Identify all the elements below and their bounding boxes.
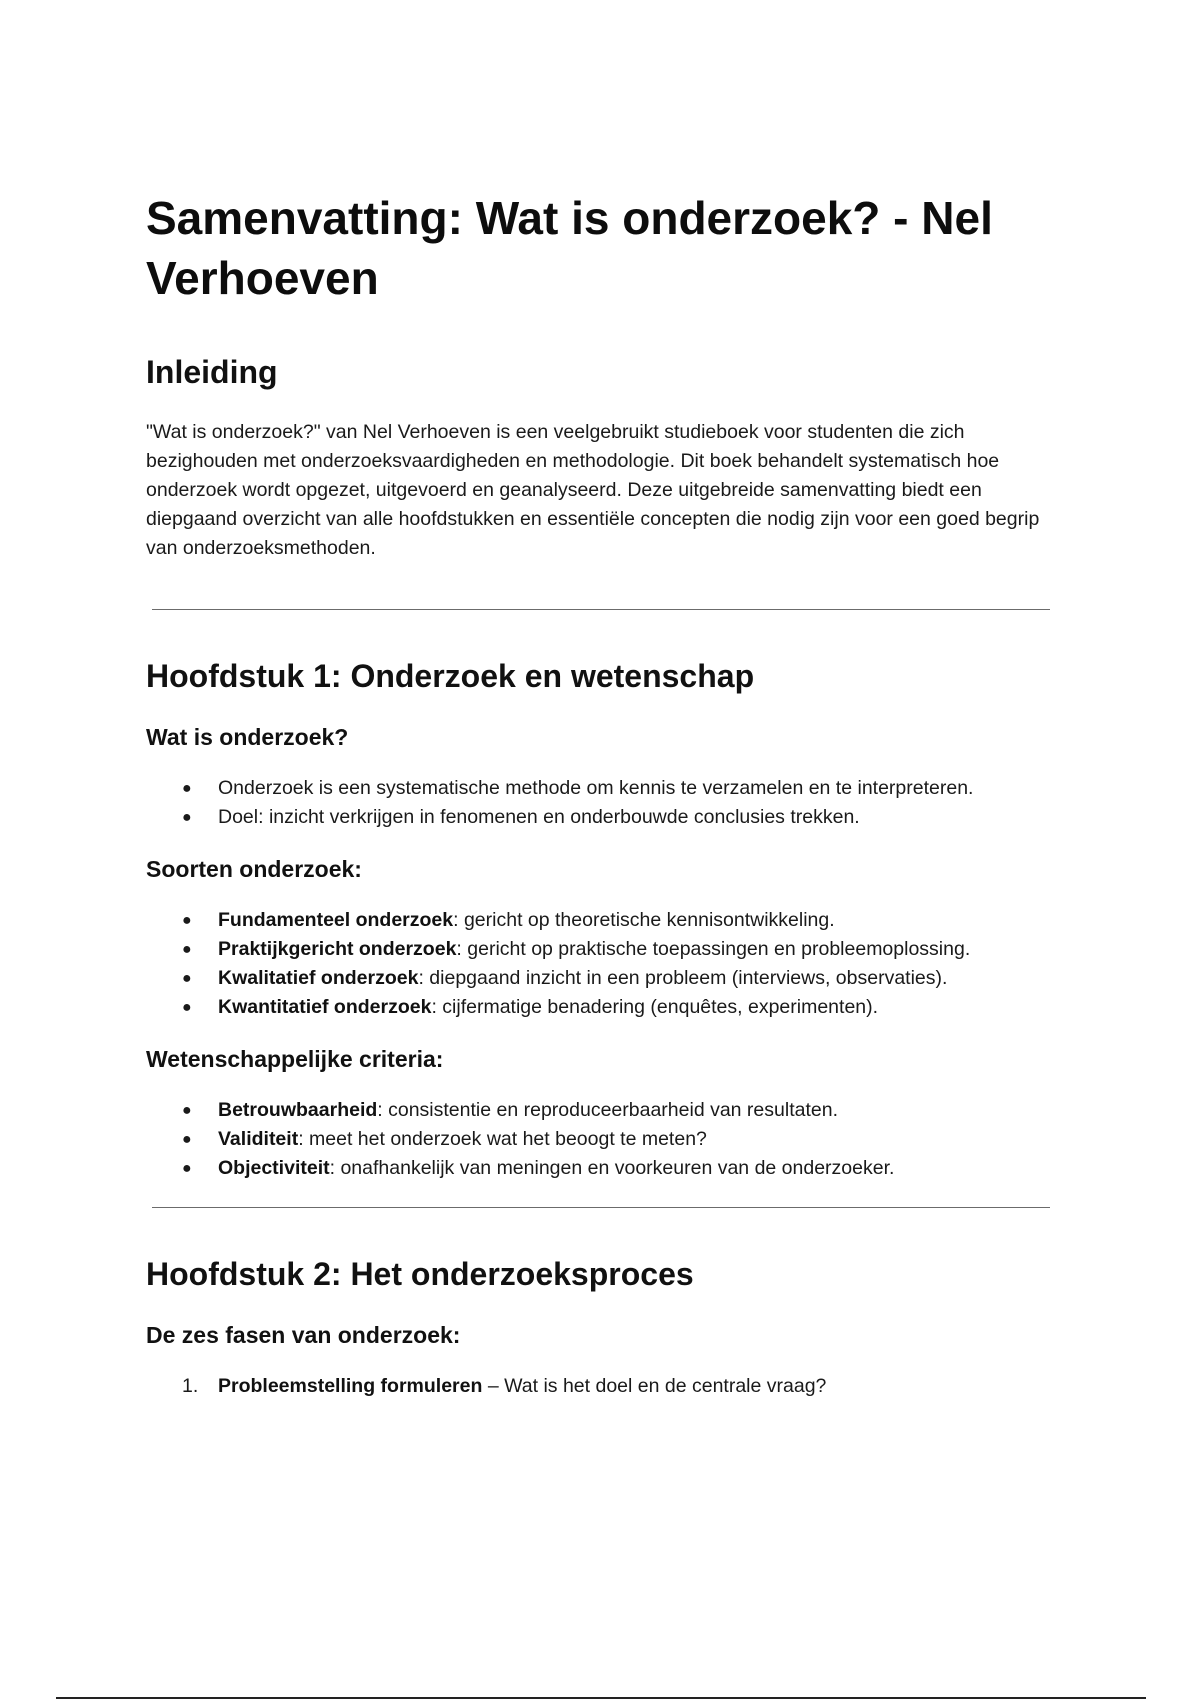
phases-list bbox=[146, 1372, 1050, 1401]
list-item bbox=[146, 964, 1050, 993]
what-is-research-list bbox=[146, 774, 1050, 832]
list-item-desc: : gericht op praktische toepassingen en probleemoplossing. bbox=[456, 938, 971, 960]
list-item bbox=[146, 1372, 1050, 1401]
list-item bbox=[146, 1125, 1050, 1154]
list-item-term: Probleemstelling formuleren bbox=[218, 1375, 483, 1397]
list-item-desc: – Wat is het doel en de centrale vraag? bbox=[482, 1375, 827, 1397]
list-item-term: Praktijkgericht onderzoek bbox=[218, 938, 457, 960]
list-item-desc: : cijfermatige benadering (enquêtes, experimenten). bbox=[431, 996, 879, 1018]
intro-section bbox=[146, 352, 1050, 563]
list-item bbox=[146, 935, 1050, 964]
list-item bbox=[146, 1096, 1050, 1125]
chapter2-heading: Hoofdstuk 2: Het onderzoeksproces bbox=[146, 1256, 694, 1292]
research-types-heading: Soorten onderzoek: bbox=[146, 856, 362, 882]
research-types-list bbox=[146, 906, 1050, 1022]
bullet-icon: ● bbox=[182, 1131, 192, 1148]
bullet-icon: ● bbox=[182, 941, 192, 958]
list-item-text: Doel: inzicht verkrijgen in fenomenen en onderbouwde conclusies trekken. bbox=[218, 806, 860, 828]
bullet-icon: ● bbox=[182, 912, 192, 929]
list-item-term: Objectiviteit bbox=[218, 1157, 330, 1179]
bullet-icon: ● bbox=[182, 780, 192, 797]
list-item-term: Validiteit bbox=[218, 1128, 299, 1150]
section-divider bbox=[152, 1207, 1050, 1208]
bullet-icon: ● bbox=[182, 1160, 192, 1177]
list-item-desc: : onafhankelijk van meningen en voorkeuren van de onderzoeker. bbox=[329, 1157, 895, 1179]
list-item bbox=[146, 774, 1050, 803]
intro-paragraph: "Wat is onderzoek?" van Nel Verhoeven is een veelgebruikt studieboek voor studenten die zich bezighouden met onderzoeksvaardigheden en methodologie. Dit boek behandelt systematisch hoe onderzoek wordt opgezet, uitgevoerd en geanalyseerd. Deze uitgebreide samenvatting biedt een diepgaand overzicht van alle hoofdstukken en essentiële concepten die nodig zijn voor een goed begrip van onderzoeksmethoden. bbox=[146, 421, 1040, 559]
bullet-icon: ● bbox=[182, 1102, 192, 1119]
intro-heading: Inleiding bbox=[146, 354, 278, 390]
list-item-term: Kwantitatief onderzoek bbox=[218, 996, 432, 1018]
list-item-desc: : diepgaand inzicht in een probleem (interviews, observaties). bbox=[418, 967, 948, 989]
list-item bbox=[146, 803, 1050, 832]
bullet-icon: ● bbox=[182, 999, 192, 1016]
list-item-desc: : gericht op theoretische kennisontwikkeling. bbox=[453, 909, 835, 931]
bullet-icon: ● bbox=[182, 809, 192, 826]
phases-heading: De zes fasen van onderzoek: bbox=[146, 1322, 461, 1348]
list-item-text: Onderzoek is een systematische methode om kennis te verzamelen en te interpreteren. bbox=[218, 777, 974, 799]
list-item-term: Fundamenteel onderzoek bbox=[218, 909, 454, 931]
section-divider bbox=[152, 609, 1050, 610]
page-bottom-border bbox=[56, 1697, 1146, 1699]
list-item bbox=[146, 1154, 1050, 1183]
list-item-term: Kwalitatief onderzoek bbox=[218, 967, 419, 989]
chapter2-section bbox=[146, 1254, 1050, 1401]
scientific-criteria-list bbox=[146, 1096, 1050, 1183]
list-item-number: 1. bbox=[182, 1375, 199, 1397]
bullet-icon: ● bbox=[182, 970, 192, 987]
scientific-criteria-heading: Wetenschappelijke criteria: bbox=[146, 1046, 444, 1072]
list-item-desc: : meet het onderzoek wat het beoogt te meten? bbox=[298, 1128, 707, 1150]
list-item-desc: : consistentie en reproduceerbaarheid van resultaten. bbox=[377, 1099, 838, 1121]
what-is-research-heading: Wat is onderzoek? bbox=[146, 724, 349, 750]
document-page bbox=[146, 188, 1050, 1423]
chapter1-section bbox=[146, 656, 1050, 1183]
document-title: Samenvatting: Wat is onderzoek? - Nel Verhoeven bbox=[146, 192, 993, 304]
list-item bbox=[146, 906, 1050, 935]
list-item-term: Betrouwbaarheid bbox=[218, 1099, 378, 1121]
list-item bbox=[146, 993, 1050, 1022]
chapter1-heading: Hoofdstuk 1: Onderzoek en wetenschap bbox=[146, 658, 755, 694]
